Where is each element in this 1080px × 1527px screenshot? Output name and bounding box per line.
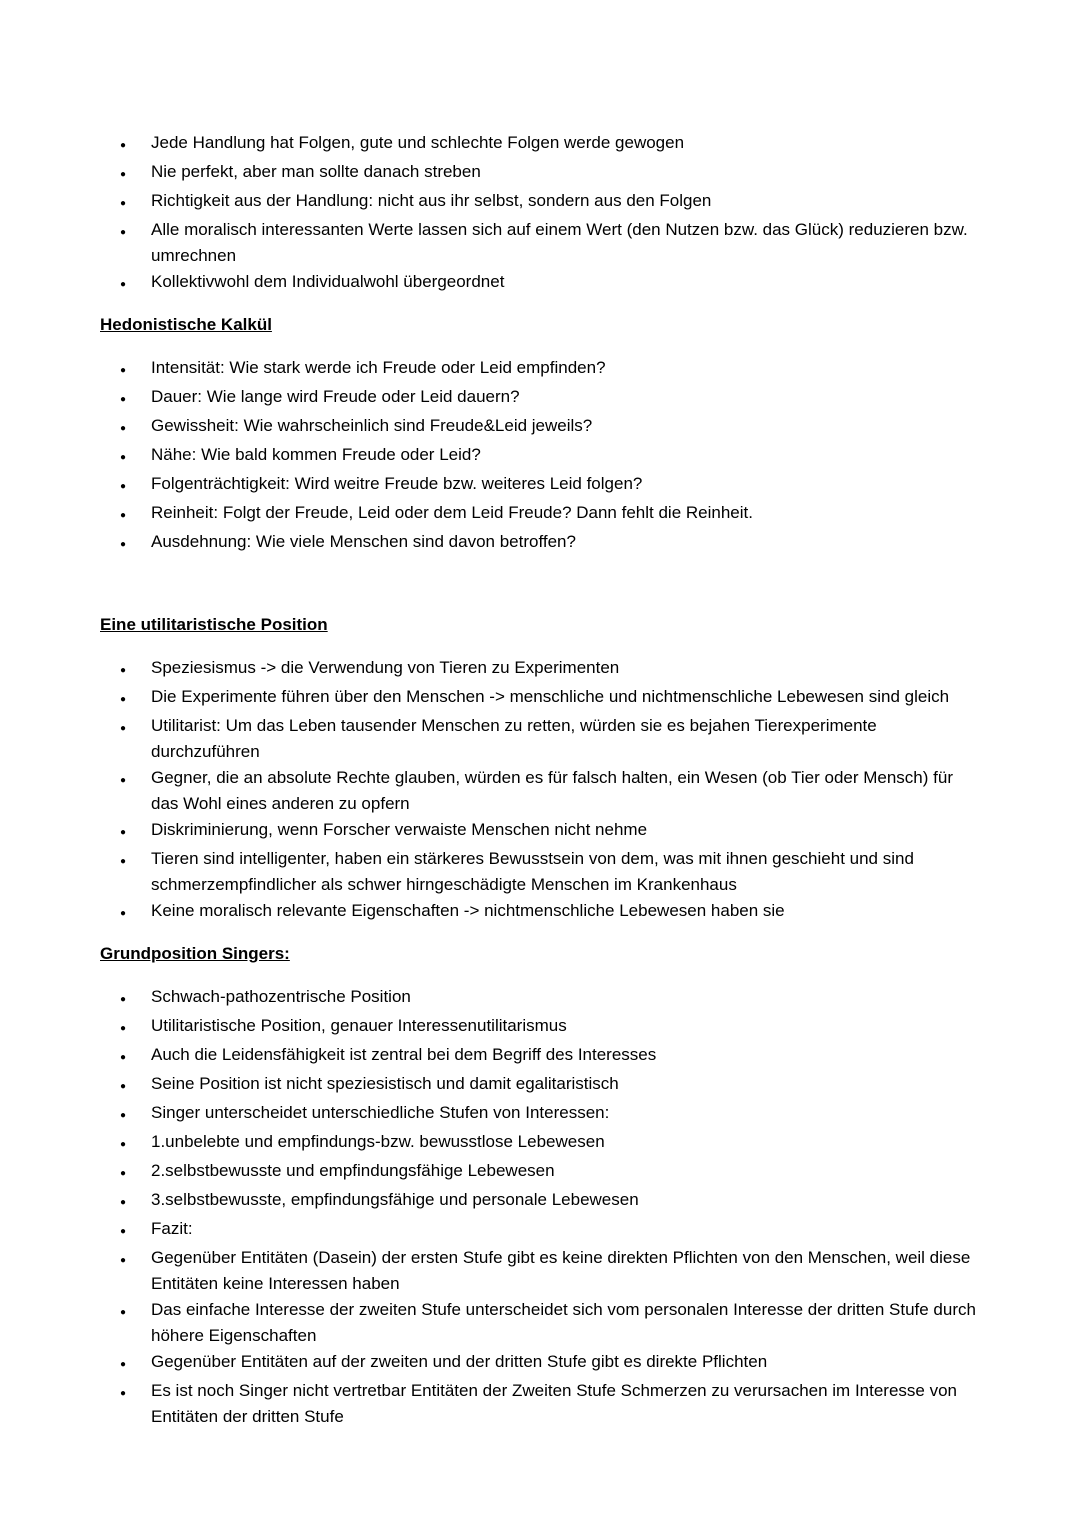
section-heading: Eine utilitaristische Position <box>100 615 328 634</box>
bullet-icon <box>120 713 151 742</box>
bullet-icon <box>120 355 151 384</box>
bullet-icon <box>120 384 151 413</box>
list-item <box>120 529 980 558</box>
list-item <box>120 1013 980 1042</box>
list-item <box>120 413 980 442</box>
list-item-text: 3.selbstbewusste, empfindungsfähige und personale Lebewesen <box>151 1190 639 1209</box>
list-item-text: Schwach-pathozentrische Position <box>151 987 411 1006</box>
bullet-icon <box>120 500 151 529</box>
list-item-text: Gegenüber Entitäten (Dasein) der ersten Stufe gibt es keine direkten Pflichten von den Menschen, weil diese Entitäten keine Interessen haben <box>151 1248 971 1293</box>
section-utilitaristische-position <box>100 612 980 927</box>
bullet-icon <box>120 1042 151 1071</box>
list-item-text: Das einfache Interesse der zweiten Stufe unterscheidet sich vom personalen Interesse der dritten Stufe durch höhere Eigenschaften <box>151 1300 976 1345</box>
list-item-text: Nie perfekt, aber man sollte danach streben <box>151 162 481 181</box>
list-item-text: Intensität: Wie stark werde ich Freude oder Leid empfinden? <box>151 358 606 377</box>
list-item <box>120 355 980 384</box>
bullet-icon <box>120 1187 151 1216</box>
bullet-icon <box>120 188 151 217</box>
list-item <box>120 817 980 846</box>
list-item-text: Kollektivwohl dem Individualwohl übergeordnet <box>151 272 505 291</box>
list-item-text: Dauer: Wie lange wird Freude oder Leid dauern? <box>151 387 520 406</box>
bullet-icon <box>120 1129 151 1158</box>
list-item-text: Richtigkeit aus der Handlung: nicht aus ihr selbst, sondern aus den Folgen <box>151 191 712 210</box>
bullet-icon <box>120 442 151 471</box>
list-item-text: Gegenüber Entitäten auf der zweiten und der dritten Stufe gibt es direkte Pflichten <box>151 1352 768 1371</box>
list-item-text: Nähe: Wie bald kommen Freude oder Leid? <box>151 445 481 464</box>
list-item-text: Gewissheit: Wie wahrscheinlich sind Freude&Leid jeweils? <box>151 416 593 435</box>
list-item-text: Fazit: <box>151 1219 193 1238</box>
list-item-text: 2.selbstbewusste und empfindungsfähige Lebewesen <box>151 1161 555 1180</box>
bullet-icon <box>120 130 151 159</box>
bullet-list <box>100 355 980 558</box>
list-item-text: Speziesismus -> die Verwendung von Tieren zu Experimenten <box>151 658 620 677</box>
list-item-text: Utilitaristische Position, genauer Interessenutilitarismus <box>151 1016 567 1035</box>
bullet-icon <box>120 1245 151 1274</box>
list-item-text: Gegner, die an absolute Rechte glauben, würden es für falsch halten, ein Wesen (ob Tier oder Mensch) für das Wohl eines anderen zu opfern <box>151 768 953 813</box>
section-heading: Hedonistische Kalkül <box>100 315 272 334</box>
bullet-icon <box>120 1297 151 1326</box>
list-item-text: Folgenträchtigkeit: Wird weitre Freude bzw. weiteres Leid folgen? <box>151 474 643 493</box>
list-item-text: Keine moralisch relevante Eigenschaften -> nichtmenschliche Lebewesen haben sie <box>151 901 785 920</box>
bullet-icon <box>120 984 151 1013</box>
list-item <box>120 846 980 898</box>
list-item <box>120 1245 980 1297</box>
list-item <box>120 1187 980 1216</box>
bullet-icon <box>120 1100 151 1129</box>
list-item <box>120 1042 980 1071</box>
list-item-text: Ausdehnung: Wie viele Menschen sind davon betroffen? <box>151 532 576 551</box>
list-item <box>120 765 980 817</box>
list-item-text: Seine Position ist nicht speziesistisch und damit egalitaristisch <box>151 1074 619 1093</box>
list-item <box>120 269 980 298</box>
list-item <box>120 217 980 269</box>
list-item <box>120 130 980 159</box>
bullet-icon <box>120 684 151 713</box>
section-hedonistische-kalkuel <box>100 312 980 558</box>
list-item-text: Alle moralisch interessanten Werte lassen sich auf einem Wert (den Nutzen bzw. das Glück) reduzieren bzw. umrechnen <box>151 220 968 265</box>
list-item <box>120 159 980 188</box>
bullet-icon <box>120 529 151 558</box>
list-item <box>120 1158 980 1187</box>
bullet-icon <box>120 655 151 684</box>
bullet-list <box>100 655 980 927</box>
list-item <box>120 1297 980 1349</box>
list-item <box>120 384 980 413</box>
bullet-icon <box>120 1378 151 1407</box>
list-item <box>120 500 980 529</box>
list-item-text: Jede Handlung hat Folgen, gute und schlechte Folgen werde gewogen <box>151 133 685 152</box>
list-item-text: 1.unbelebte und empfindungs-bzw. bewusstlose Lebewesen <box>151 1132 605 1151</box>
list-item-text: Utilitarist: Um das Leben tausender Menschen zu retten, würden sie es bejahen Tierexperimente durchzuführen <box>151 716 877 761</box>
list-item <box>120 1129 980 1158</box>
bullet-icon <box>120 471 151 500</box>
list-item <box>120 713 980 765</box>
list-item <box>120 1100 980 1129</box>
list-item-text: Die Experimente führen über den Menschen -> menschliche und nichtmenschliche Lebewesen sind gleich <box>151 687 950 706</box>
bullet-icon <box>120 413 151 442</box>
bullet-icon <box>120 1349 151 1378</box>
list-item-text: Auch die Leidensfähigkeit ist zentral bei dem Begriff des Interesses <box>151 1045 657 1064</box>
bullet-icon <box>120 846 151 875</box>
list-item <box>120 1349 980 1378</box>
list-item <box>120 684 980 713</box>
list-item-text: Singer unterscheidet unterschiedliche Stufen von Interessen: <box>151 1103 610 1122</box>
section-intro <box>100 130 980 298</box>
bullet-icon <box>120 765 151 794</box>
bullet-icon <box>120 1013 151 1042</box>
list-item-text: Es ist noch Singer nicht vertretbar Entitäten der Zweiten Stufe Schmerzen zu verursachen im Interesse von Entitäten der dritten Stufe <box>151 1381 957 1426</box>
bullet-list <box>100 984 980 1430</box>
list-item-text: Reinheit: Folgt der Freude, Leid oder dem Leid Freude? Dann fehlt die Reinheit. <box>151 503 753 522</box>
list-item <box>120 655 980 684</box>
list-item <box>120 442 980 471</box>
bullet-icon <box>120 269 151 298</box>
list-item <box>120 1216 980 1245</box>
list-item <box>120 1378 980 1430</box>
list-item-text: Tieren sind intelligenter, haben ein stärkeres Bewusstsein von dem, was mit ihnen geschieht und sind schmerzempfindlicher als schwer hirngeschädigte Menschen im Krankenhaus <box>151 849 914 894</box>
bullet-icon <box>120 1216 151 1245</box>
list-item <box>120 1071 980 1100</box>
section-grundposition-singers <box>100 941 980 1430</box>
bullet-icon <box>120 1158 151 1187</box>
bullet-icon <box>120 159 151 188</box>
bullet-icon <box>120 1071 151 1100</box>
bullet-icon <box>120 898 151 927</box>
list-item <box>120 898 980 927</box>
list-item-text: Diskriminierung, wenn Forscher verwaiste Menschen nicht nehme <box>151 820 648 839</box>
list-item <box>120 471 980 500</box>
section-heading: Grundposition Singers: <box>100 944 290 963</box>
list-item <box>120 188 980 217</box>
bullet-list <box>100 130 980 298</box>
bullet-icon <box>120 217 151 246</box>
list-item <box>120 984 980 1013</box>
bullet-icon <box>120 817 151 846</box>
